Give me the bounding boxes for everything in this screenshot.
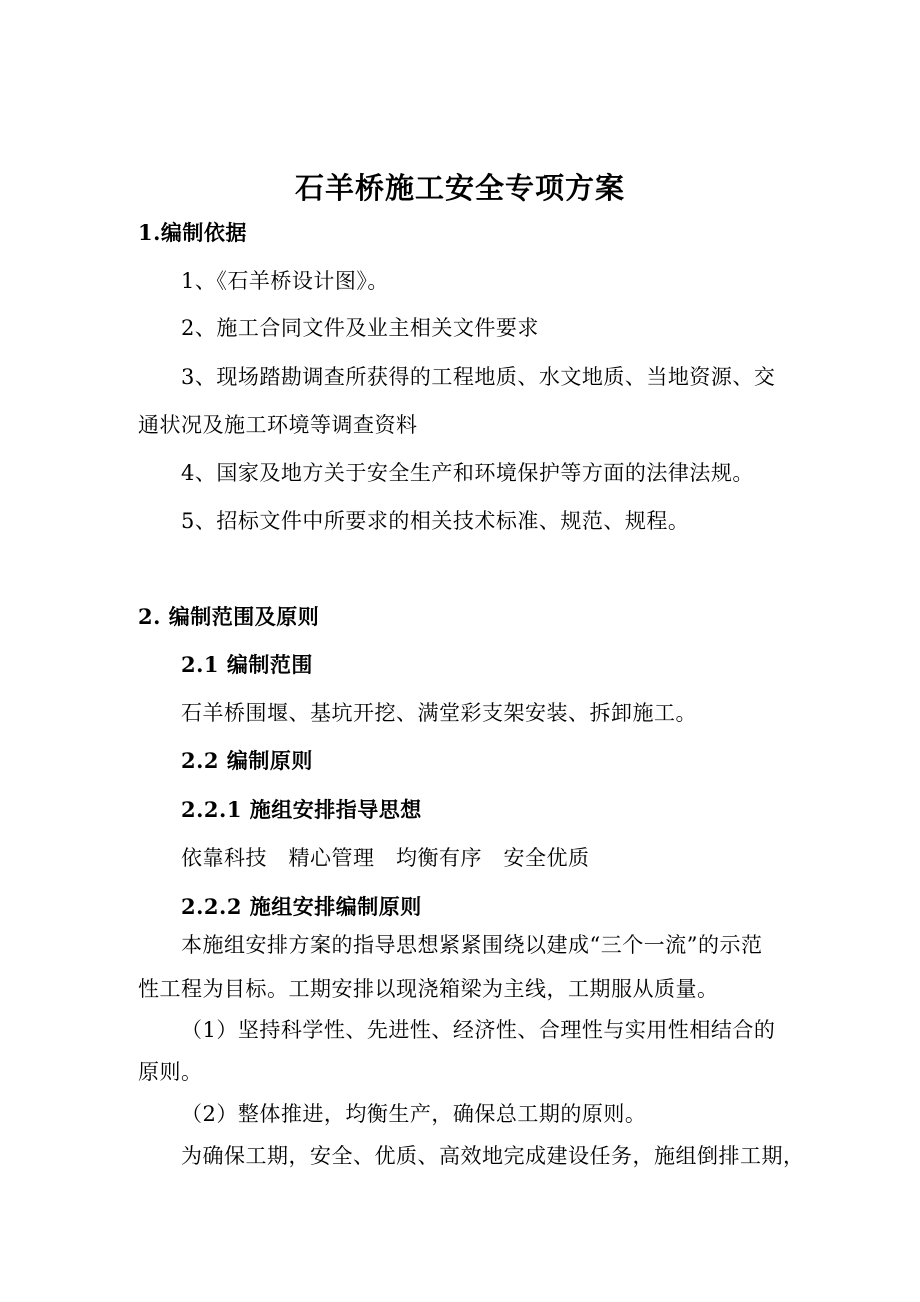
section-2-2-1-text: 依靠科技 精心管理 均衡有序 安全优质 [181,846,590,870]
section-2-2-2-item-2: （2）整体推进，均衡生产，确保总工期的原则。 [181,1102,647,1126]
section-1-item-2: 2、施工合同文件及业主相关文件要求 [181,316,539,340]
section-2-2-2-paragraph-2-line-1: 为确保工期，安全、优质、高效地完成建设任务，施组倒排工期， [181,1144,805,1168]
section-2-2-2-paragraph-line-2: 性工程为目标。工期安排以现浇箱梁为主线，工期服从质量。 [138,977,719,1001]
section-2-1-heading: 2.1 编制范围 [181,652,313,677]
section-1-item-5: 5、招标文件中所要求的相关技术标准、规范、规程。 [181,509,690,533]
section-2-2-2-heading: 2.2.2 施组安排编制原则 [181,894,422,919]
document-title: 石羊桥施工安全专项方案 [294,171,625,205]
section-2-2-2-item-1-continued: 原则。 [138,1060,203,1084]
section-1-item-4: 4、国家及地方关于安全生产和环境保护等方面的法律法规。 [181,461,754,485]
section-2-1-text: 石羊桥围堰、基坑开挖、满堂彩支架安装、拆卸施工。 [181,701,697,725]
section-1-heading: 1.编制依据 [138,220,247,245]
section-2-2-1-heading: 2.2.1 施组安排指导思想 [181,797,422,822]
section-2-heading: 2. 编制范围及原则 [138,604,320,629]
section-1-item-3-continued: 通状况及施工环境等调查资料 [138,413,418,437]
section-2-2-2-item-1: （1）坚持科学性、先进性、经济性、合理性与实用性相结合的 [181,1018,776,1042]
section-1-item-3: 3、现场踏勘调查所获得的工程地质、水文地质、当地资源、交 [181,365,776,389]
section-2-2-heading: 2.2 编制原则 [181,748,313,773]
section-1-item-1: 1、《石羊桥设计图》。 [181,269,389,293]
section-2-2-2-paragraph-line-1: 本施组安排方案的指导思想紧紧围绕以建成“三个一流”的示范 [181,933,763,957]
